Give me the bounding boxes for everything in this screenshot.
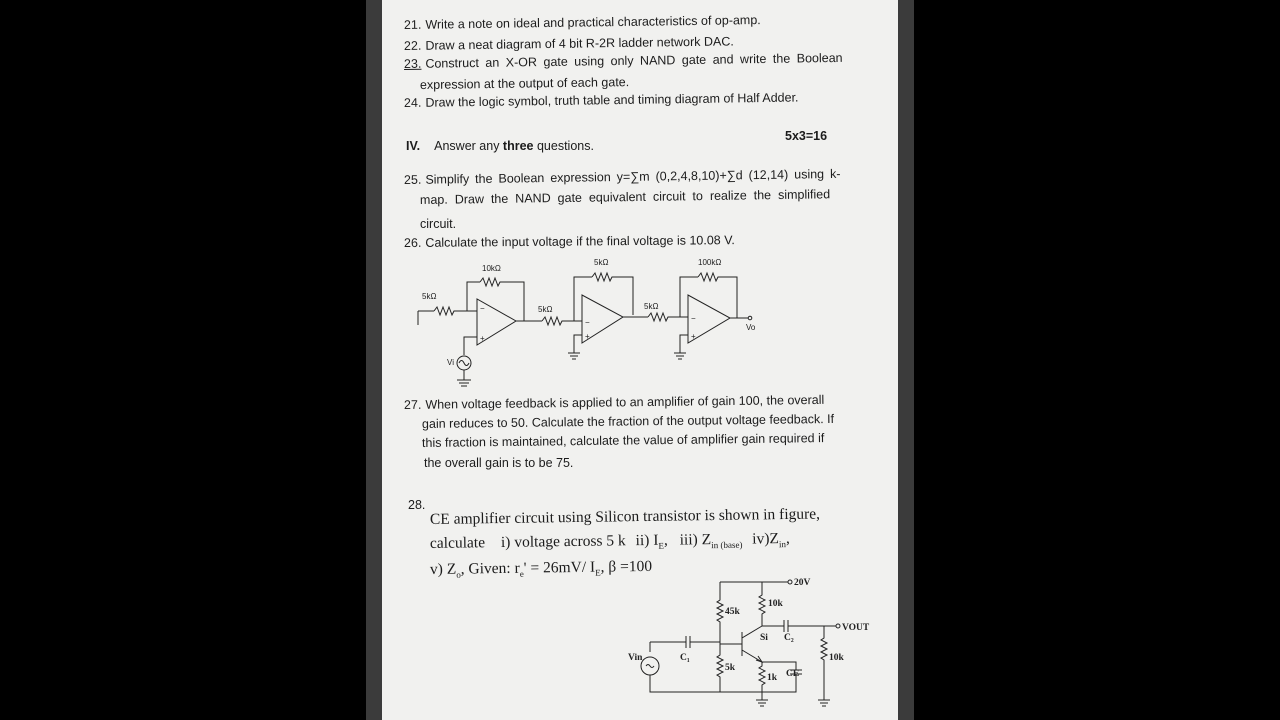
question-27 (404, 393, 824, 412)
section-marks: 5x3=16 (785, 129, 828, 143)
question-28-line3: v) $Z_o$, Given: $r_e' = 26mV/$ $I_E$, β =100 (429, 557, 653, 580)
q28-part-iii: iii) $Z_{in (base)}$ (679, 531, 743, 551)
q28-part-v: v) $Z_o$ (429, 560, 461, 580)
question-28-line1: CE amplifier circuit using Silicon transistor is shown in figure, (429, 505, 821, 528)
opamp-1-plus: + (480, 334, 485, 343)
question-text: When voltage feedback is applied to an amplifier of gain 100, the overall (425, 392, 825, 412)
section-heading (406, 139, 594, 153)
question-text: Calculate the input voltage if the final voltage is 10.08 V. (425, 233, 735, 250)
instruction-post: questions. (533, 139, 594, 153)
ce-amplifier-diagram (624, 570, 874, 720)
label-r1: 45k (725, 607, 740, 617)
label-si: Si (760, 633, 768, 643)
section-roman: IV. (406, 139, 421, 153)
opamp-3-minus: − (691, 314, 696, 323)
opamp-3-plus: + (691, 332, 696, 341)
question-25-line2: map. Draw the NAND gate equivalent circuit to realize the simplified (419, 187, 831, 207)
question-text: Simplify the Boolean expression y=∑m (0,2,4,8,10)+∑d (12,14) using k- (425, 166, 841, 187)
question-22 (404, 34, 734, 53)
label-vout: VOUT (842, 623, 870, 633)
question-27-line3: this fraction is maintained, calculate the value of amplifier gain required if (421, 431, 825, 450)
label-r2: 5k (725, 663, 736, 673)
question-24 (404, 90, 799, 110)
q28-part-ii: ii) $I_E$, (635, 531, 668, 551)
question-text: Draw the logic symbol, truth table and timing diagram of Half Adder. (425, 90, 799, 110)
q28-part-i: i) voltage across 5 k (500, 532, 626, 552)
question-25 (404, 167, 841, 187)
question-23-continued: expression at the output of each gate. (419, 75, 630, 92)
question-number: 21. (403, 17, 422, 32)
question-number: 24. (403, 95, 422, 110)
label-r2: 5kΩ (538, 305, 553, 314)
viewer-right-edge (898, 0, 914, 720)
label-rf3: 100kΩ (698, 258, 722, 267)
question-23 (404, 51, 843, 71)
q28-calculate: calculate (429, 534, 486, 552)
question-26 (404, 233, 735, 250)
question-21 (404, 13, 761, 32)
label-vin: Vin (628, 653, 643, 663)
opamp-2-minus: − (585, 318, 590, 327)
label-c2: C₂ (784, 633, 794, 643)
opamp-cascade-diagram (412, 255, 772, 390)
label-vcc: 20V (794, 578, 811, 588)
label-r3: 5kΩ (644, 302, 659, 311)
label-ce: CE (786, 669, 800, 679)
label-vi: Vi (447, 358, 454, 367)
label-rc: 10k (768, 599, 783, 609)
instruction-pre: Answer any (434, 139, 503, 153)
label-rf2: 5kΩ (594, 258, 609, 267)
label-re: 1k (767, 673, 778, 683)
viewer-left-edge (366, 0, 382, 720)
q28-part-iv: $iv)Z_{in}$, (752, 529, 790, 550)
label-rf1: 10kΩ (482, 264, 501, 273)
question-25-line3: circuit. (420, 217, 457, 231)
opamp-1-minus: − (480, 304, 485, 313)
exam-page (382, 0, 898, 720)
question-28-line2 (430, 530, 790, 554)
instruction-bold: three (502, 139, 534, 153)
label-c1: C₁ (680, 653, 690, 663)
question-text: Draw a neat diagram of 4 bit R-2R ladder network DAC. (425, 34, 734, 53)
resistor-input (434, 307, 462, 315)
question-27-line2: gain reduces to 50. Calculate the fraction of the output voltage feedback. If (421, 411, 835, 431)
question-number: 22. (403, 38, 422, 53)
opamp-2-plus: + (585, 332, 590, 341)
label-vo: Vo (746, 323, 756, 332)
question-number: 23. (403, 56, 422, 71)
question-27-line4: the overall gain is to be 75. (424, 456, 574, 470)
question-number: 25. (403, 172, 422, 187)
question-text: Construct an X-OR gate using only NAND gate and write the Boolean (425, 50, 843, 71)
question-text: Write a note on ideal and practical characteristics of op-amp. (425, 13, 761, 32)
question-number: 27. (403, 397, 422, 412)
label-rl: 10k (829, 653, 844, 663)
question-number: 26. (403, 235, 422, 250)
question-28-number: 28. (408, 498, 426, 512)
label-r-in: 5kΩ (422, 292, 437, 301)
